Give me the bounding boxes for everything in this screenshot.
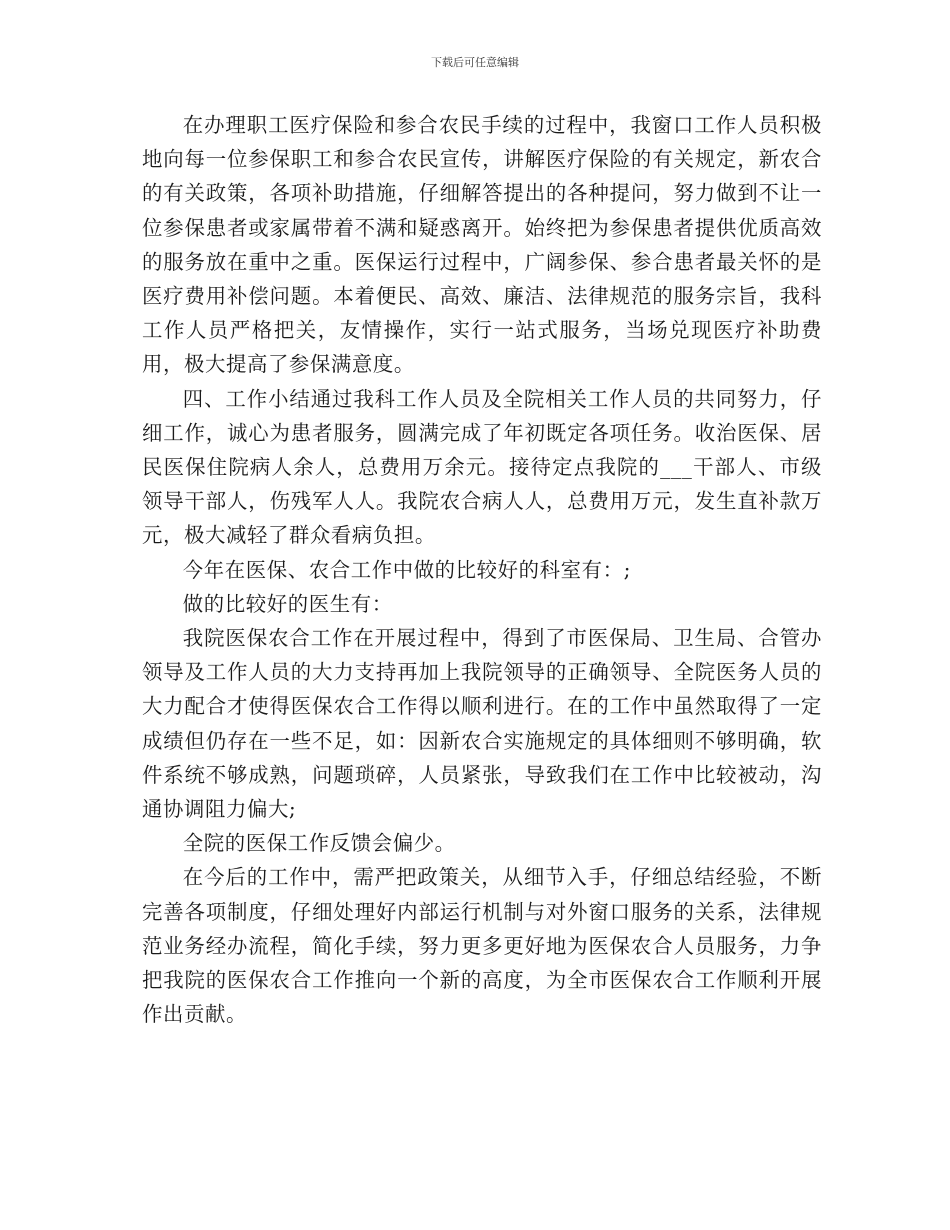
paragraph-3: 今年在医保、农合工作中做的比较好的科室有：; bbox=[182, 557, 632, 582]
paragraph-4: 做的比较好的医生有： bbox=[182, 591, 393, 616]
paragraph-5: 我院医保农合工作在开展过程中，得到了市医保局、卫生局、合管办领导及工作人员的大力支持再加上我院领导的正确领导、全院医务人员的大力配合才使得医保农合工作得以顺利进行。在的工作中虽然取得了一定成绩但仍存在一些不足，如：因新农合实施规定的具体细则不够明确，软件系统不够成熟，问题琐碎，人员紧张，导致我们在工作中比较被动，沟通协调阻力偏大; bbox=[142, 626, 822, 822]
document-body bbox=[142, 108, 822, 1031]
paragraph-7: 在今后的工作中，需严把政策关，从细节入手，仔细总结经验，不断完善各项制度，仔细处理好内部运行机制与对外窗口服务的关系，法律规范业务经办流程，简化手续，努力更多更好地为医保农合人员服务，力争把我院的医保农合工作推向一个新的高度，为全市医保农合工作顺利开展作出贡献。 bbox=[142, 865, 822, 1027]
paragraph-6: 全院的医保工作反馈会偏少。 bbox=[182, 831, 456, 856]
paragraph-1: 在办理职工医疗保险和参合农民手续的过程中，我窗口工作人员积极地向每一位参保职工和参合农民宣传，讲解医疗保险的有关规定，新农合的有关政策，各项补助措施，仔细解答提出的各种提问，努力做到不让一位参保患者或家属带着不满和疑惑离开。始终把为参保患者提供优质高效的服务放在重中之重。医保运行过程中，广阔参保、参合患者最关怀的是医疗费用补偿问题。本着便民、高效、廉洁、法律规范的服务宗旨，我科工作人员严格把关，友情操作，实行一站式服务，当场兑现医疗补助费用，极大提高了参保满意度。 bbox=[142, 113, 822, 377]
paragraph-2: 四、工作小结通过我科工作人员及全院相关工作人员的共同努力，仔细工作，诚心为患者服务，圆满完成了年初既定各项任务。收治医保、居民医保住院病人余人，总费用万余元。接待定点我院的___干部人、市级领导干部人，伤残军人人。我院农合病人人，总费用万元，发生直补款万元，极大减轻了群众看病负担。 bbox=[142, 386, 822, 548]
page-header: 下载后可任意编辑 bbox=[431, 56, 519, 69]
